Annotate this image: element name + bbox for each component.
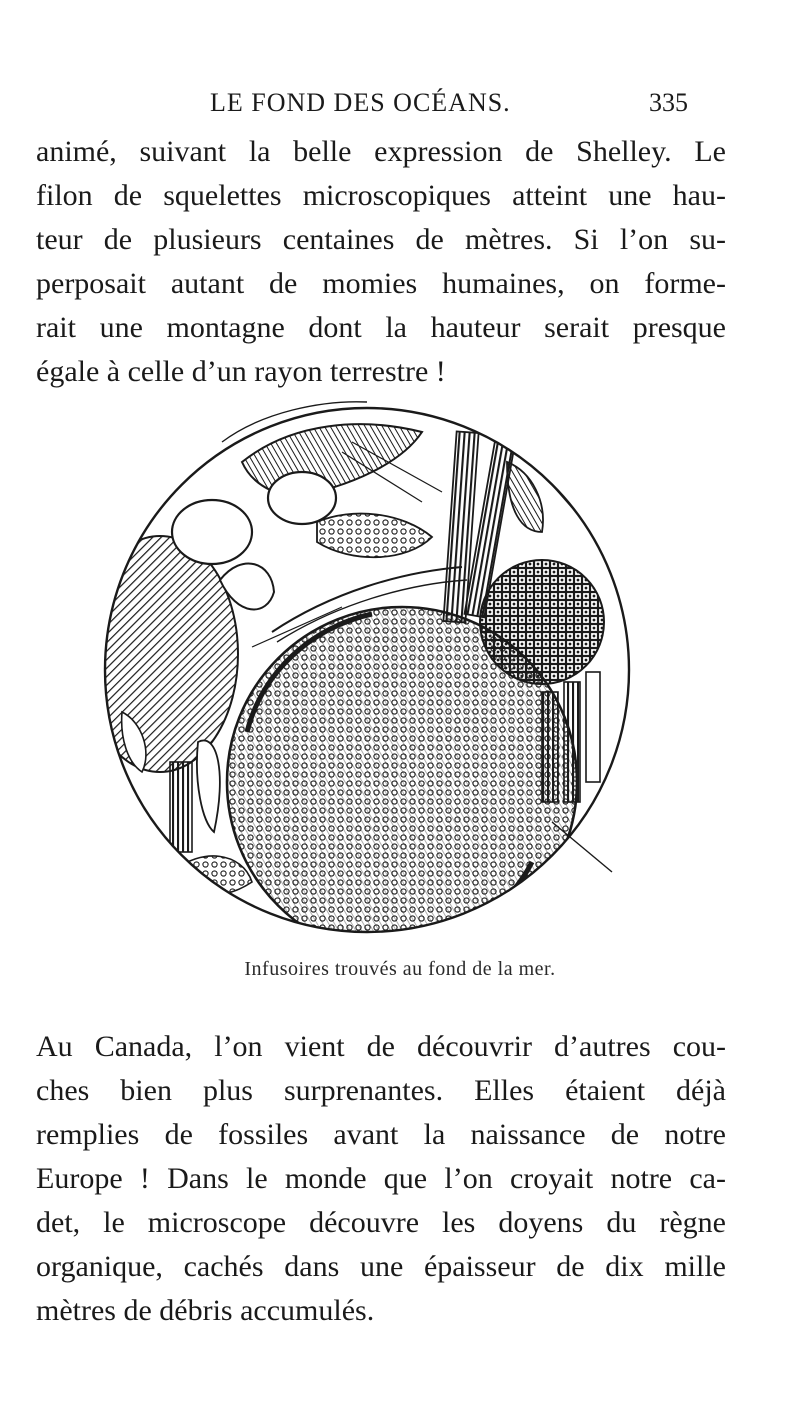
text-line: organique, cachés dans une épaisseur de dix mille — [36, 1250, 726, 1283]
text-line: mètres de débris accumulés. — [36, 1294, 375, 1327]
text-line: remplies de fossiles avant la naissance de notre — [36, 1118, 726, 1151]
text-line: det, le microscope découvre les doyens du règne — [36, 1206, 726, 1239]
figure-caption: Infusoires trouvés au fond de la mer. — [244, 958, 556, 980]
text-line: égale à celle d’un rayon terrestre ! — [36, 355, 446, 388]
page-number: 335 — [649, 88, 688, 117]
text-line: filon de squelettes microscopiques atteint une hau- — [36, 179, 726, 212]
text-line: animé, suivant la belle expression de Shelley. Le — [36, 135, 726, 168]
text-line: ches bien plus surprenantes. Elles étaient déjà — [36, 1074, 726, 1107]
paragraph-1 — [36, 130, 726, 394]
text-line: Europe ! Dans le monde que l’on croyait notre ca- — [36, 1162, 726, 1195]
text-line: Au Canada, l’on vient de découvrir d’autres cou- — [36, 1030, 726, 1063]
running-head — [0, 88, 800, 118]
text-line: teur de plusieurs centaines de mètres. Si l’on su- — [36, 223, 726, 256]
text-line: perposait autant de momies humaines, on forme- — [36, 267, 726, 300]
running-title: LE FOND DES OCÉANS. — [210, 88, 511, 117]
paragraph-2 — [36, 1025, 726, 1333]
microscope-illustration — [102, 392, 632, 948]
text-line: rait une montagne dont la hauteur serait presque — [36, 311, 726, 344]
